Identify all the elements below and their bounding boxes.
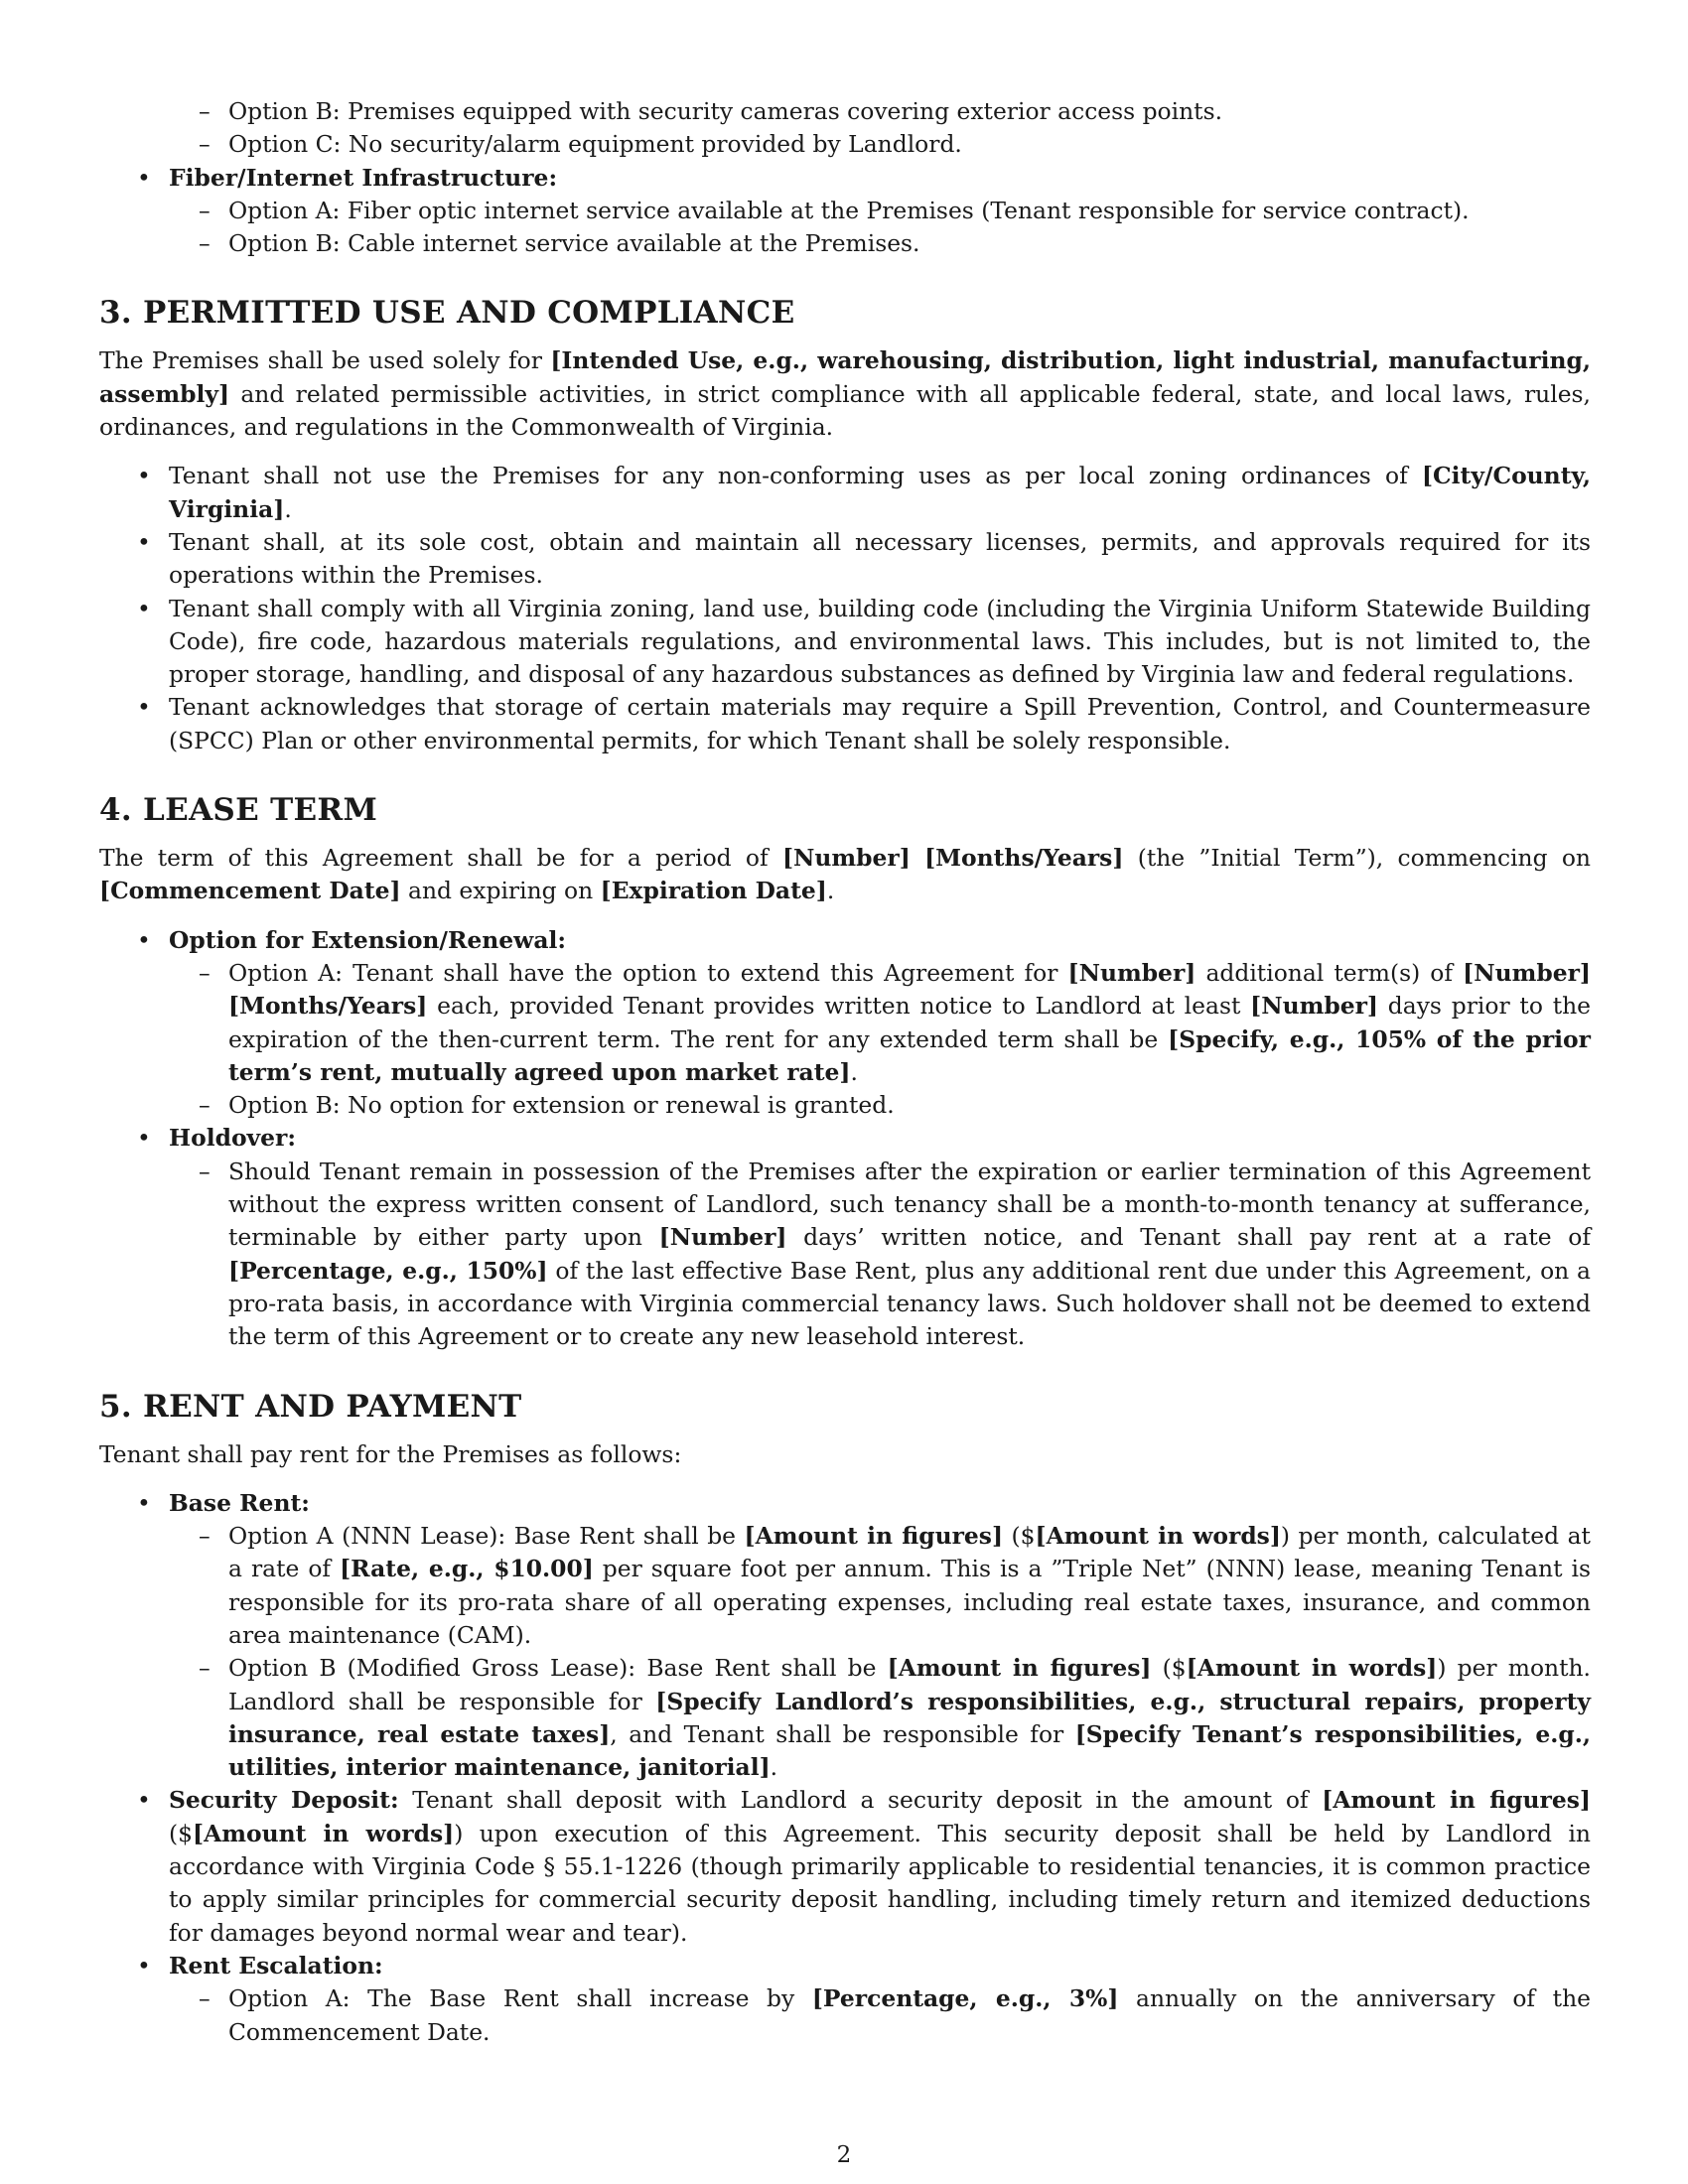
security-list (99, 95, 1591, 162)
list-item: – Option B (Modified Gross Lease): Base Rent shall be [Amount in figures] ($[Amount in words]) per month. Landlord shall be responsible for [Specify Landlord’s responsibilities, e.g., structural repairs, property insurance, real estate taxes], and Tenant shall be responsible for [Specify Tenant’s responsibilities, e.g., utilities, interior maintenance, janitorial]. (169, 1652, 1591, 1784)
paragraph: The term of this Agreement shall be for a period of [Number] [Months/Years] (the ”Initial Term”), commencing on [Commencement Date] and expiring on [Expiration Date]. (99, 844, 1591, 905)
page-number: 2 (836, 2142, 852, 2168)
rent-escalation-heading: Rent Escalation: (169, 1951, 383, 1979)
list-item (169, 128, 1591, 161)
list-item: • Tenant shall comply with all Virginia zoning, land use, building code (including the Virginia Uniform Statewide Building Code), fire code, hazardous materials regulations, and environmental laws. This includes, but is not limited to, the proper storage, handling, and disposal of any hazardous substances as defined by Virginia law and federal regulations. (99, 593, 1591, 692)
list-item (169, 227, 1591, 260)
list-item (99, 924, 1591, 1123)
list-item: • Tenant shall, at its sole cost, obtain and maintain all necessary licenses, permits, and approvals required for its operations within the Premises. (99, 526, 1591, 593)
list-item (169, 195, 1591, 227)
rent-list (99, 1487, 1591, 2049)
base-rent-heading: Base Rent: (169, 1488, 310, 1517)
list-item: • Security Deposit: Tenant shall deposit with Landlord a security deposit in the amount of [Amount in figures] ($[Amount in words]) upon execution of this Agreement. This security deposit shall be held by Landlord in accordance with Virginia Code § 55.1-1226 (though primarily applicable to residential tenancies, it is common practice to apply similar principles for commercial security deposit handling, including timely return and itemized deductions for damages beyond normal wear and tear). (99, 1784, 1591, 1949)
paragraph: The Premises shall be used solely for [Intended Use, e.g., warehousing, distribution, light industrial, manufacturing, assembly] and related permissible activities, in strict compliance with all applicable federal, state, and local laws, rules, ordinances, and regulations in the Commonwealth of Virginia. (99, 346, 1592, 442)
list-item (99, 162, 1591, 261)
holdover-heading: Holdover: (169, 1124, 296, 1153)
list-item: • Tenant acknowledges that storage of certain materials may require a Spill Prevention, Control, and Countermeasure (SPCC) Plan or other environmental permits, for which Tenant shall be solely responsible. (99, 691, 1591, 757)
extension-heading: Option for Extension/Renewal: (169, 925, 566, 954)
fiber-option-b: Option B: Cable internet service available at the Premises. (228, 229, 920, 258)
fiber-list (99, 162, 1591, 261)
compliance-list (99, 460, 1591, 757)
section-heading-lease-term: 4. LEASE TERM (99, 792, 378, 829)
list-item: – Option B: No option for extension or renewal is granted. (169, 1089, 1591, 1122)
list-item (99, 95, 1591, 162)
list-item (169, 95, 1591, 128)
section-heading-permitted-use: 3. PERMITTED USE AND COMPLIANCE (99, 295, 795, 332)
fiber-option-a: Option A: Fiber optic internet service available at the Premises (Tenant responsible for service contract). (228, 196, 1470, 224)
security-option-c: Option C: No security/alarm equipment provided by Landlord. (228, 130, 962, 159)
paragraph: Tenant shall pay rent for the Premises as follows: (99, 1439, 682, 1468)
section-heading-rent: 5. RENT AND PAYMENT (99, 1388, 522, 1425)
list-item (99, 1122, 1591, 1353)
lease-term-list (99, 924, 1591, 1354)
security-option-b: Option B: Premises equipped with security cameras covering exterior access points. (228, 97, 1223, 125)
list-item: – Option A (NNN Lease): Base Rent shall be [Amount in figures] ($[Amount in words]) per month, calculated at a rate of [Rate, e.g., $10.00] per square foot per annum. This is a ”Triple Net” (NNN) lease, meaning Tenant is responsible for its pro-rata share of all operating expenses, including real estate taxes, insurance, and common area maintenance (CAM). (169, 1520, 1591, 1652)
list-item: – Option A: The Base Rent shall increase by [Percentage, e.g., 3%] annually on the anniversary of the Commencement Date. (169, 1982, 1591, 2049)
fiber-heading: Fiber/Internet Infrastructure: (169, 163, 558, 192)
list-item (99, 1950, 1591, 2049)
list-item: • Tenant shall not use the Premises for any non-conforming uses as per local zoning ordinances of [City/County, Virginia]. (99, 460, 1591, 526)
list-item (99, 1487, 1591, 1785)
list-item: – Option A: Tenant shall have the option to extend this Agreement for [Number] additional term(s) of [Number] [Months/Years] each, provided Tenant provides written notice to Landlord at least [Number] days prior to the expiration of the then-current term. The rent for any extended term shall be [Specify, e.g., 105% of the prior term’s rent, mutually agreed upon market rate]. (169, 957, 1591, 1089)
security-deposit-heading: Security Deposit: (169, 1786, 399, 1815)
list-item: – Should Tenant remain in possession of the Premises after the expiration or earlier termination of this Agreement without the express written consent of Landlord, such tenancy shall be a month-to-month tenancy at sufferance, terminable by either party upon [Number] days’ written notice, and Tenant shall pay rent at a rate of [Percentage, e.g., 150%] of the last effective Base Rent, plus any additional rent due under this Agreement, on a pro-rata basis, in accordance with Virginia commercial tenancy laws. Such holdover shall not be deemed to extend the term of this Agreement or to create any new leasehold interest. (169, 1156, 1591, 1354)
